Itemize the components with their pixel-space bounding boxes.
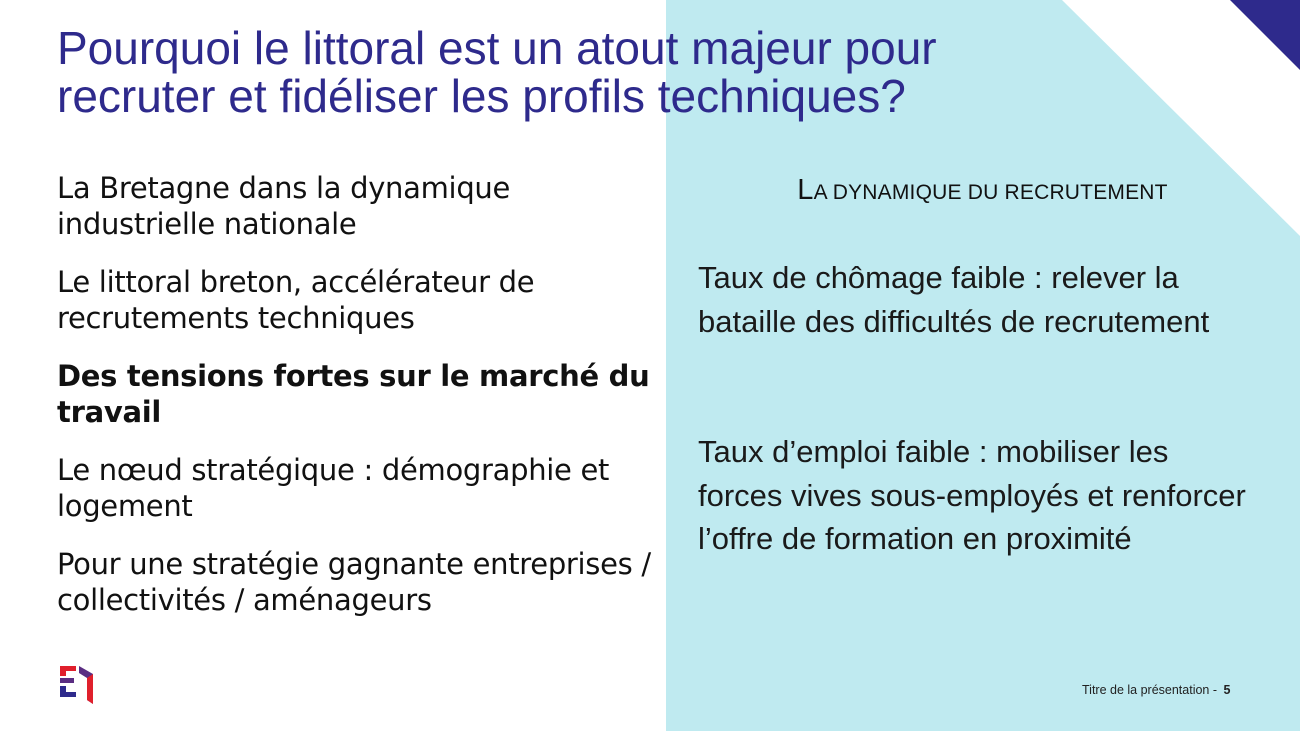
- agenda-item: Pour une stratégie gagnante entreprises / collectivités / aménageurs: [57, 547, 651, 617]
- section-heading-initial: L: [797, 174, 814, 206]
- slide-title: [57, 24, 1137, 120]
- agenda-item: La Bretagne dans la dynamique industrielle nationale: [57, 171, 511, 241]
- title-line-1: Pourquoi le littoral est un atout majeur pour: [57, 22, 937, 74]
- section-heading-rest: A DYNAMIQUE DU RECRUTEMENT: [813, 181, 1168, 204]
- unemployment-paragraph: Taux de chômage faible : relever la bataille des difficultés de recrutement: [698, 260, 1210, 339]
- agenda-item: Le nœud stratégique : démographie et logement: [57, 453, 610, 523]
- page-number: 5: [1223, 683, 1231, 697]
- agenda-item: Le littoral breton, accélérateur de recrutements techniques: [57, 265, 535, 335]
- agenda-item-current: Des tensions fortes sur le marché du travail: [57, 359, 650, 429]
- logo-icon: [60, 666, 94, 704]
- section-heading: [700, 174, 1265, 207]
- agenda-list: [57, 170, 657, 640]
- corner-accent: [1230, 0, 1300, 70]
- footer: [1082, 683, 1262, 697]
- employment-paragraph: Taux d’emploi faible : mobiliser les forces vives sous-employés et renforcer l’offre de formation en proximité: [698, 434, 1246, 556]
- footer-text: Titre de la présentation -: [1082, 683, 1221, 697]
- title-line-2: recruter et fidéliser les profils techniques?: [57, 70, 906, 122]
